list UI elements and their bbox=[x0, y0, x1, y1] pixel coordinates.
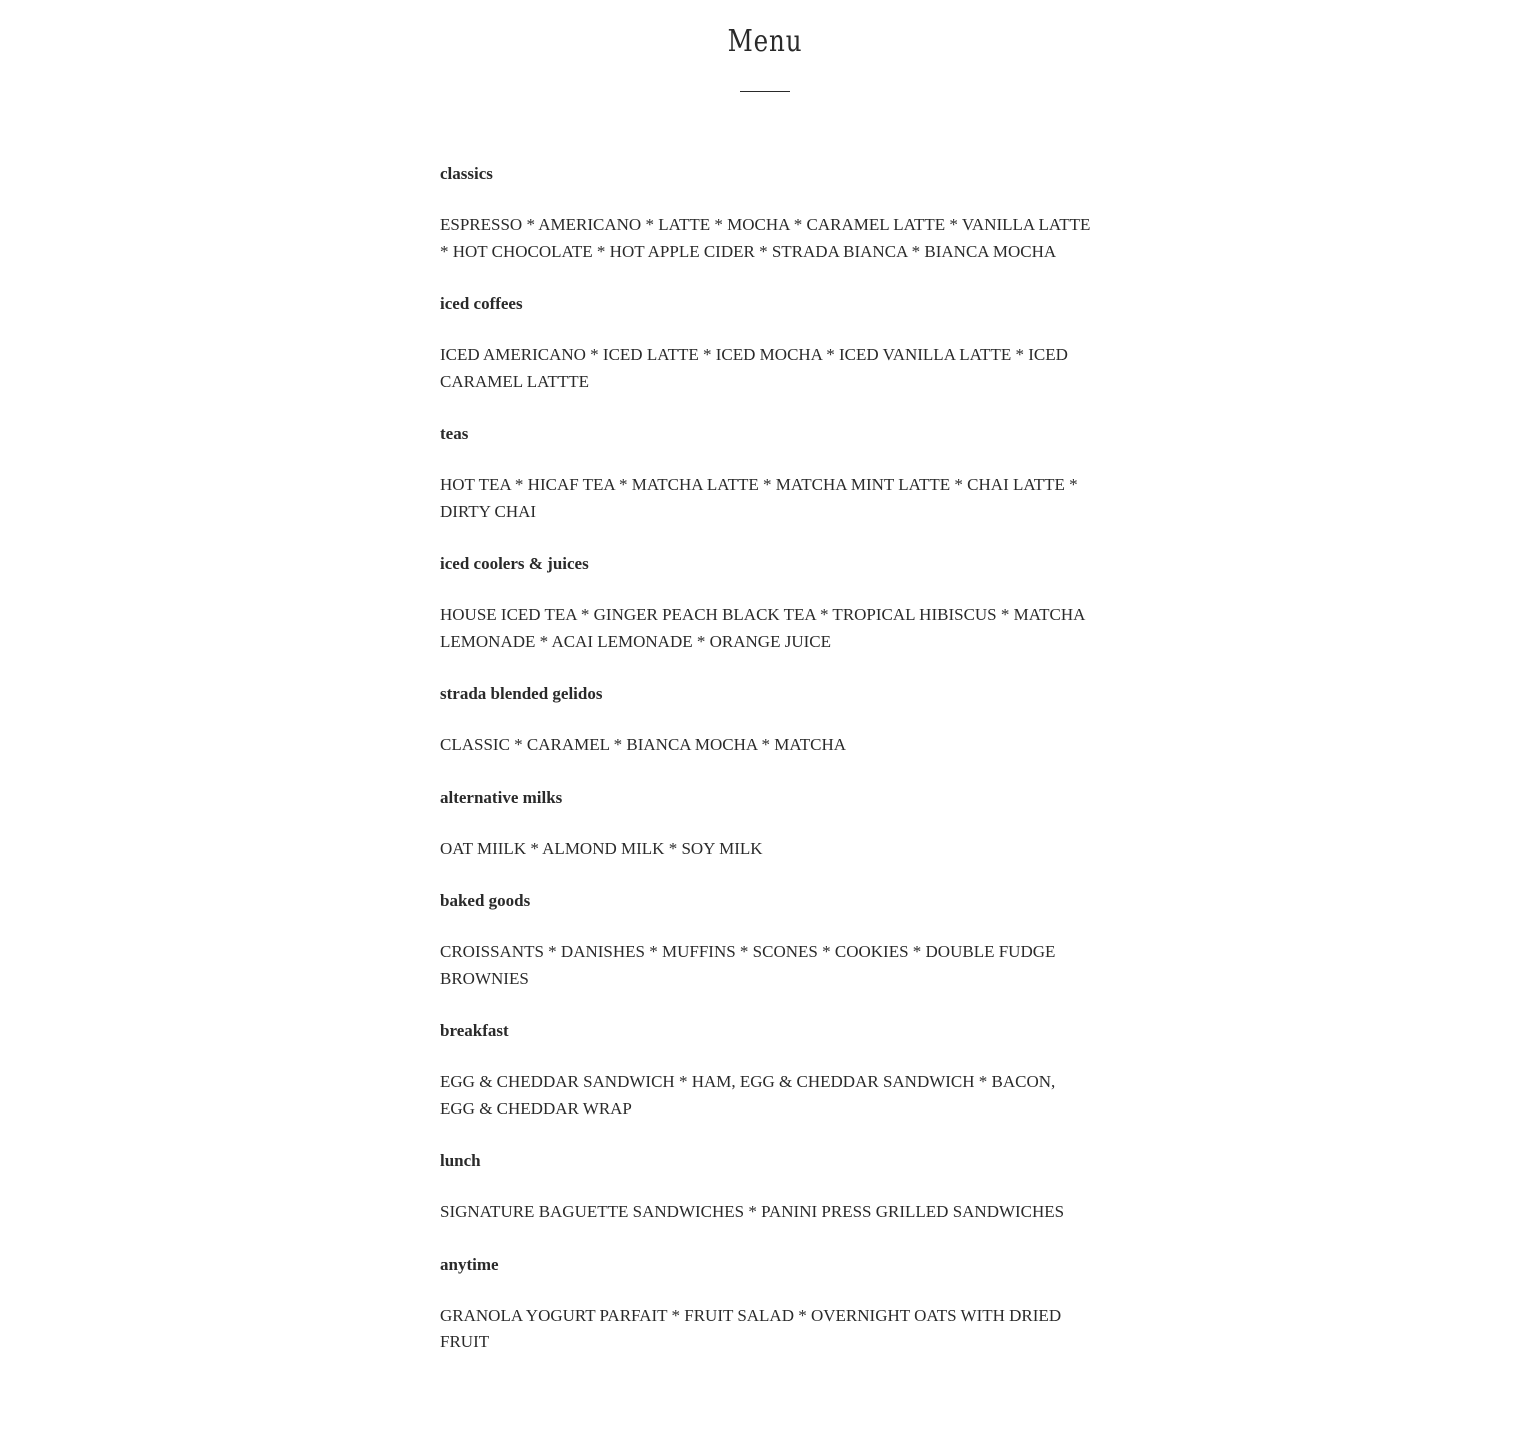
section-items-iced-coolers-juices: HOUSE ICED TEA * GINGER PEACH BLACK TEA * TROPICAL HIBISCUS * MATCHA LEMONADE * ACAI LEMONADE * ORANGE JUICE bbox=[440, 605, 1085, 651]
section-items-teas: HOT TEA * HICAF TEA * MATCHA LATTE * MATCHA MINT LATTE * CHAI LATTE * DIRTY CHAI bbox=[440, 475, 1078, 521]
section-heading-iced-coolers-juices: iced coolers & juices bbox=[440, 554, 589, 573]
section-items-classics: ESPRESSO * AMERICANO * LATTE * MOCHA * CARAMEL LATTE * VANILLA LATTE * HOT CHOCOLATE * HOT APPLE CIDER * STRADA BIANCA * BIANCA MOCHA bbox=[440, 215, 1091, 261]
section-heading-anytime: anytime bbox=[440, 1254, 499, 1274]
section-items-baked-goods: CROISSANTS * DANISHES * MUFFINS * SCONES * COOKIES * DOUBLE FUDGE BROWNIES bbox=[440, 942, 1056, 988]
section-items-strada-blended-gelidos: CLASSIC * CARAMEL * BIANCA MOCHA * MATCHA bbox=[440, 735, 847, 754]
section-items-breakfast: EGG & CHEDDAR SANDWICH * HAM, EGG & CHEDDAR SANDWICH * BACON, EGG & CHEDDAR WRAP bbox=[440, 1072, 1056, 1118]
menu-list bbox=[440, 160, 1092, 1381]
section-heading-breakfast: breakfast bbox=[440, 1021, 509, 1040]
section-items-anytime: GRANOLA YOGURT PARFAIT * FRUIT SALAD * OVERNIGHT OATS WITH DRIED FRUIT bbox=[440, 1305, 1062, 1351]
title-divider bbox=[740, 91, 790, 92]
section-heading-alternative-milks: alternative milks bbox=[440, 787, 563, 807]
section-items-alternative-milks: OAT MIILK * ALMOND MILK * SOY MILK bbox=[440, 838, 763, 858]
section-heading-iced-coffees: iced coffees bbox=[440, 294, 523, 313]
section-heading-classics: classics bbox=[440, 164, 493, 183]
page-title: Menu bbox=[727, 24, 803, 59]
section-heading-baked-goods: baked goods bbox=[440, 891, 531, 910]
section-items-iced-coffees: ICED AMERICANO * ICED LATTE * ICED MOCHA * ICED VANILLA LATTE * ICED CARAMEL LATTTE bbox=[440, 345, 1068, 391]
section-heading-lunch: lunch bbox=[440, 1151, 481, 1170]
section-items-lunch: SIGNATURE BAGUETTE SANDWICHES * PANINI PRESS GRILLED SANDWICHES bbox=[440, 1202, 1065, 1221]
section-heading-teas: teas bbox=[440, 424, 469, 443]
section-heading-strada-blended-gelidos: strada blended gelidos bbox=[440, 684, 603, 703]
